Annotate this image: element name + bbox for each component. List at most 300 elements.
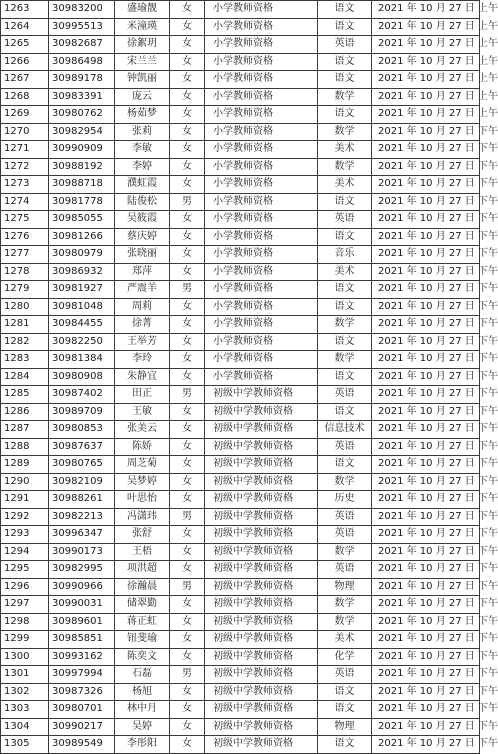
gender-cell: 女 [170, 1, 205, 19]
gender-cell: 女 [170, 701, 205, 719]
gender-cell: 女 [170, 211, 205, 229]
exam-time-cell: 2021 年 10 月 27 日 上午 [372, 106, 480, 124]
table-row [1, 578, 480, 596]
name-cell: 林中月 [115, 701, 170, 719]
qualification-cell: 小学教师资格 [205, 333, 318, 351]
gender-cell: 女 [170, 228, 205, 246]
table-row [1, 421, 480, 439]
gender-cell: 女 [170, 613, 205, 631]
name-cell: 徐瀚晨 [115, 578, 170, 596]
seq-cell: 1283 [1, 351, 49, 369]
subject-cell: 物理 [318, 718, 372, 736]
exam-time-cell: 2021 年 10 月 27 日 上午 [372, 18, 480, 36]
name-cell: 杨茹梦 [115, 106, 170, 124]
subject-cell: 数学 [318, 316, 372, 334]
gender-cell: 女 [170, 438, 205, 456]
id-cell: 30983391 [49, 88, 115, 106]
name-cell: 蔡庆婷 [115, 228, 170, 246]
subject-cell: 语文 [318, 403, 372, 421]
qualification-cell: 初级中学教师资格 [205, 561, 318, 579]
name-cell: 李彤阳 [115, 736, 170, 754]
seq-cell: 1270 [1, 123, 49, 141]
exam-time-cell: 2021 年 10 月 27 日 下午 [372, 386, 480, 404]
name-cell: 宋兰兰 [115, 53, 170, 71]
seq-cell: 1274 [1, 193, 49, 211]
table-body [1, 1, 498, 754]
qualification-cell: 小学教师资格 [205, 368, 318, 386]
seq-cell: 1264 [1, 18, 49, 36]
gender-cell: 女 [170, 596, 205, 614]
name-cell: 李敏 [115, 141, 170, 159]
id-cell: 30995513 [49, 18, 115, 36]
subject-cell: 英语 [318, 561, 372, 579]
name-cell: 冯潇玮 [115, 508, 170, 526]
qualification-cell: 初级中学教师资格 [205, 683, 318, 701]
qualification-cell: 初级中学教师资格 [205, 613, 318, 631]
exam-time-cell: 2021 年 10 月 27 日 下午 [372, 158, 480, 176]
seq-cell: 1281 [1, 316, 49, 334]
table-row [1, 701, 480, 719]
qualification-cell: 小学教师资格 [205, 298, 318, 316]
id-cell: 30980701 [49, 701, 115, 719]
exam-time-cell: 2021 年 10 月 27 日 下午 [372, 368, 480, 386]
id-cell: 30982250 [49, 333, 115, 351]
exam-time-cell: 2021 年 10 月 27 日 下午 [372, 193, 480, 211]
exam-time-cell: 2021 年 10 月 27 日 下午 [372, 176, 480, 194]
id-cell: 30980908 [49, 368, 115, 386]
id-cell: 30980853 [49, 421, 115, 439]
name-cell: 吴梦婷 [115, 473, 170, 491]
exam-time-cell: 2021 年 10 月 27 日 上午 [372, 53, 480, 71]
subject-cell: 语文 [318, 701, 372, 719]
seq-cell: 1280 [1, 298, 49, 316]
qualification-cell: 小学教师资格 [205, 211, 318, 229]
table-row [1, 368, 480, 386]
table-row [1, 88, 480, 106]
qualification-cell: 初级中学教师资格 [205, 736, 318, 754]
gender-cell: 女 [170, 246, 205, 264]
subject-cell: 英语 [318, 526, 372, 544]
exam-time-cell: 2021 年 10 月 27 日 下午 [372, 596, 480, 614]
table-row [1, 211, 480, 229]
seq-cell: 1294 [1, 543, 49, 561]
name-cell: 石磊 [115, 666, 170, 684]
table-row [1, 543, 480, 561]
qualification-cell: 小学教师资格 [205, 176, 318, 194]
seq-cell: 1269 [1, 106, 49, 124]
table-row [1, 71, 480, 89]
subject-cell: 语文 [318, 736, 372, 754]
seq-cell: 1297 [1, 596, 49, 614]
table-row [1, 386, 480, 404]
name-cell: 田正 [115, 386, 170, 404]
exam-time-cell: 2021 年 10 月 27 日 下午 [372, 701, 480, 719]
qualification-cell: 小学教师资格 [205, 71, 318, 89]
gender-cell: 女 [170, 36, 205, 54]
qualification-cell: 小学教师资格 [205, 53, 318, 71]
name-cell: 吴婷 [115, 718, 170, 736]
gender-cell: 女 [170, 421, 205, 439]
seq-cell: 1267 [1, 71, 49, 89]
seq-cell: 1301 [1, 666, 49, 684]
qualification-cell: 小学教师资格 [205, 193, 318, 211]
id-cell: 30988718 [49, 176, 115, 194]
id-cell: 30990031 [49, 596, 115, 614]
gender-cell: 男 [170, 666, 205, 684]
qualification-cell: 初级中学教师资格 [205, 631, 318, 649]
exam-time-cell: 2021 年 10 月 27 日 下午 [372, 263, 480, 281]
table-row [1, 176, 480, 194]
table-row [1, 158, 480, 176]
name-cell: 王梧 [115, 543, 170, 561]
seq-cell: 1279 [1, 281, 49, 299]
seq-cell: 1296 [1, 578, 49, 596]
subject-cell: 英语 [318, 211, 372, 229]
table-row [1, 561, 480, 579]
seq-cell: 1271 [1, 141, 49, 159]
subject-cell: 语文 [318, 1, 372, 19]
qualification-cell: 小学教师资格 [205, 228, 318, 246]
subject-cell: 语文 [318, 368, 372, 386]
id-cell: 30986498 [49, 53, 115, 71]
name-cell: 钮斐瑜 [115, 631, 170, 649]
table-row [1, 736, 480, 754]
id-cell: 30984455 [49, 316, 115, 334]
seq-cell: 1289 [1, 456, 49, 474]
name-cell: 杨旭 [115, 683, 170, 701]
gender-cell: 女 [170, 368, 205, 386]
table-row [1, 36, 480, 54]
seq-cell: 1282 [1, 333, 49, 351]
seq-cell: 1286 [1, 403, 49, 421]
id-cell: 30981384 [49, 351, 115, 369]
id-cell: 30993162 [49, 648, 115, 666]
subject-cell: 英语 [318, 508, 372, 526]
gender-cell: 女 [170, 298, 205, 316]
subject-cell: 音乐 [318, 246, 372, 264]
id-cell: 30987402 [49, 386, 115, 404]
gender-cell: 女 [170, 123, 205, 141]
name-cell: 王敏 [115, 403, 170, 421]
subject-cell: 美术 [318, 631, 372, 649]
qualification-cell: 初级中学教师资格 [205, 438, 318, 456]
exam-time-cell: 2021 年 10 月 27 日 下午 [372, 281, 480, 299]
id-cell: 30982995 [49, 561, 115, 579]
subject-cell: 美术 [318, 263, 372, 281]
subject-cell: 数学 [318, 123, 372, 141]
seq-cell: 1303 [1, 701, 49, 719]
id-cell: 30990966 [49, 578, 115, 596]
gender-cell: 男 [170, 386, 205, 404]
name-cell: 陆俊松 [115, 193, 170, 211]
table-row [1, 123, 480, 141]
gender-cell: 女 [170, 403, 205, 421]
exam-time-cell: 2021 年 10 月 27 日 下午 [372, 631, 480, 649]
gender-cell: 女 [170, 263, 205, 281]
table-row [1, 473, 480, 491]
subject-cell: 物理 [318, 578, 372, 596]
subject-cell: 历史 [318, 491, 372, 509]
gender-cell: 女 [170, 18, 205, 36]
exam-time-cell: 2021 年 10 月 27 日 下午 [372, 543, 480, 561]
subject-cell: 数学 [318, 88, 372, 106]
exam-time-cell: 2021 年 10 月 27 日 下午 [372, 141, 480, 159]
qualification-cell: 小学教师资格 [205, 88, 318, 106]
table-row [1, 631, 480, 649]
seq-cell: 1266 [1, 53, 49, 71]
exam-time-cell: 2021 年 10 月 27 日 下午 [372, 438, 480, 456]
id-cell: 30989178 [49, 71, 115, 89]
qualification-cell: 小学教师资格 [205, 106, 318, 124]
table-row [1, 491, 480, 509]
subject-cell: 数学 [318, 543, 372, 561]
qualification-cell: 初级中学教师资格 [205, 666, 318, 684]
subject-cell: 语文 [318, 281, 372, 299]
table-row [1, 298, 480, 316]
id-cell: 30981927 [49, 281, 115, 299]
id-cell: 30987326 [49, 683, 115, 701]
id-cell: 30982687 [49, 36, 115, 54]
id-cell: 30989709 [49, 403, 115, 421]
gender-cell: 女 [170, 71, 205, 89]
subject-cell: 语文 [318, 333, 372, 351]
table-row [1, 106, 480, 124]
gender-cell: 女 [170, 456, 205, 474]
id-cell: 30989601 [49, 613, 115, 631]
subject-cell: 信息技术 [318, 421, 372, 439]
gender-cell: 女 [170, 333, 205, 351]
gender-cell: 男 [170, 578, 205, 596]
id-cell: 30982109 [49, 473, 115, 491]
exam-time-cell: 2021 年 10 月 27 日 上午 [372, 71, 480, 89]
table-row [1, 596, 480, 614]
id-cell: 30985851 [49, 631, 115, 649]
exam-time-cell: 2021 年 10 月 27 日 下午 [372, 333, 480, 351]
table-row [1, 526, 480, 544]
id-cell: 30980979 [49, 246, 115, 264]
seq-cell: 1263 [1, 1, 49, 19]
subject-cell: 语文 [318, 53, 372, 71]
name-cell: 米潼瑛 [115, 18, 170, 36]
id-cell: 30982213 [49, 508, 115, 526]
qualification-cell: 初级中学教师资格 [205, 543, 318, 561]
name-cell: 徐絮玥 [115, 36, 170, 54]
qualification-cell: 初级中学教师资格 [205, 508, 318, 526]
name-cell: 徐菁 [115, 316, 170, 334]
gender-cell: 女 [170, 141, 205, 159]
exam-time-cell: 2021 年 10 月 27 日 下午 [372, 613, 480, 631]
gender-cell: 男 [170, 193, 205, 211]
name-cell: 濮虹霞 [115, 176, 170, 194]
gender-cell: 女 [170, 718, 205, 736]
subject-cell: 数学 [318, 351, 372, 369]
name-cell: 陈娇 [115, 438, 170, 456]
id-cell: 30988192 [49, 158, 115, 176]
gender-cell: 女 [170, 736, 205, 754]
id-cell: 30990217 [49, 718, 115, 736]
exam-time-cell: 2021 年 10 月 27 日 下午 [372, 491, 480, 509]
seq-cell: 1275 [1, 211, 49, 229]
name-cell: 叶思怡 [115, 491, 170, 509]
name-cell: 周莉 [115, 298, 170, 316]
table-row [1, 193, 480, 211]
gender-cell: 女 [170, 526, 205, 544]
table-row [1, 351, 480, 369]
id-cell: 30981048 [49, 298, 115, 316]
seq-cell: 1302 [1, 683, 49, 701]
seq-cell: 1278 [1, 263, 49, 281]
seq-cell: 1291 [1, 491, 49, 509]
seq-cell: 1287 [1, 421, 49, 439]
exam-time-cell: 2021 年 10 月 27 日 下午 [372, 351, 480, 369]
id-cell: 30985055 [49, 211, 115, 229]
seq-cell: 1305 [1, 736, 49, 754]
id-cell: 30996347 [49, 526, 115, 544]
qualification-cell: 初级中学教师资格 [205, 491, 318, 509]
qualification-cell: 初级中学教师资格 [205, 578, 318, 596]
subject-cell: 语文 [318, 193, 372, 211]
qualification-cell: 初级中学教师资格 [205, 526, 318, 544]
exam-time-cell: 2021 年 10 月 27 日 下午 [372, 246, 480, 264]
qualification-cell: 小学教师资格 [205, 141, 318, 159]
subject-cell: 英语 [318, 386, 372, 404]
id-cell: 30981778 [49, 193, 115, 211]
name-cell: 周芝菊 [115, 456, 170, 474]
exam-time-cell: 2021 年 10 月 27 日 下午 [372, 473, 480, 491]
qualification-cell: 初级中学教师资格 [205, 701, 318, 719]
exam-time-cell: 2021 年 10 月 27 日 下午 [372, 666, 480, 684]
subject-cell: 语文 [318, 298, 372, 316]
name-cell: 张莉 [115, 123, 170, 141]
subject-cell: 英语 [318, 36, 372, 54]
seq-cell: 1292 [1, 508, 49, 526]
seq-cell: 1299 [1, 631, 49, 649]
name-cell: 陈奕文 [115, 648, 170, 666]
gender-cell: 男 [170, 281, 205, 299]
id-cell: 30988261 [49, 491, 115, 509]
table-row [1, 333, 480, 351]
qualification-cell: 小学教师资格 [205, 123, 318, 141]
qualification-cell: 小学教师资格 [205, 281, 318, 299]
gender-cell: 女 [170, 316, 205, 334]
exam-time-cell: 2021 年 10 月 27 日 下午 [372, 228, 480, 246]
exam-time-cell: 2021 年 10 月 27 日 上午 [372, 1, 480, 19]
id-cell: 30980765 [49, 456, 115, 474]
id-cell: 30990173 [49, 543, 115, 561]
name-cell: 李婷 [115, 158, 170, 176]
gender-cell: 女 [170, 473, 205, 491]
name-cell: 庞云 [115, 88, 170, 106]
qualification-cell: 小学教师资格 [205, 1, 318, 19]
gender-cell: 女 [170, 648, 205, 666]
id-cell: 30990909 [49, 141, 115, 159]
name-cell: 朱静宜 [115, 368, 170, 386]
seq-cell: 1285 [1, 386, 49, 404]
subject-cell: 语文 [318, 683, 372, 701]
table-row [1, 1, 480, 19]
table-row [1, 403, 480, 421]
table-row [1, 718, 480, 736]
table-row [1, 18, 480, 36]
name-cell: 钟凯丽 [115, 71, 170, 89]
name-cell: 盛瑜靓 [115, 1, 170, 19]
table-row [1, 456, 480, 474]
gender-cell: 女 [170, 88, 205, 106]
subject-cell: 英语 [318, 438, 372, 456]
qualification-cell: 初级中学教师资格 [205, 648, 318, 666]
gender-cell: 女 [170, 683, 205, 701]
qualification-cell: 初级中学教师资格 [205, 718, 318, 736]
subject-cell: 语文 [318, 71, 372, 89]
table-row [1, 683, 480, 701]
id-cell: 30981266 [49, 228, 115, 246]
name-cell: 储翠勤 [115, 596, 170, 614]
exam-time-cell: 2021 年 10 月 27 日 下午 [372, 421, 480, 439]
subject-cell: 语文 [318, 456, 372, 474]
seq-cell: 1293 [1, 526, 49, 544]
table-row [1, 141, 480, 159]
subject-cell: 语文 [318, 106, 372, 124]
name-cell: 郑萍 [115, 263, 170, 281]
table-row [1, 438, 480, 456]
seq-cell: 1304 [1, 718, 49, 736]
subject-cell: 化学 [318, 648, 372, 666]
table-row [1, 281, 480, 299]
exam-time-cell: 2021 年 10 月 27 日 下午 [372, 298, 480, 316]
gender-cell: 女 [170, 491, 205, 509]
id-cell: 30983200 [49, 1, 115, 19]
table-row [1, 648, 480, 666]
table-row [1, 53, 480, 71]
seq-cell: 1295 [1, 561, 49, 579]
qualification-cell: 小学教师资格 [205, 36, 318, 54]
name-cell: 李玲 [115, 351, 170, 369]
exam-time-cell: 2021 年 10 月 27 日 下午 [372, 718, 480, 736]
seq-cell: 1298 [1, 613, 49, 631]
gender-cell: 女 [170, 543, 205, 561]
gender-cell: 女 [170, 176, 205, 194]
qualification-cell: 初级中学教师资格 [205, 596, 318, 614]
qualification-cell: 小学教师资格 [205, 351, 318, 369]
exam-time-cell: 2021 年 10 月 27 日 下午 [372, 526, 480, 544]
name-cell: 王举芳 [115, 333, 170, 351]
name-cell: 吴筱霞 [115, 211, 170, 229]
seq-cell: 1276 [1, 228, 49, 246]
id-cell: 30997994 [49, 666, 115, 684]
subject-cell: 数学 [318, 158, 372, 176]
exam-time-cell: 2021 年 10 月 27 日 下午 [372, 211, 480, 229]
seq-cell: 1265 [1, 36, 49, 54]
qualification-cell: 初级中学教师资格 [205, 473, 318, 491]
subject-cell: 美术 [318, 176, 372, 194]
seq-cell: 1290 [1, 473, 49, 491]
seq-cell: 1284 [1, 368, 49, 386]
name-cell: 张美云 [115, 421, 170, 439]
exam-time-cell: 2021 年 10 月 27 日 下午 [372, 456, 480, 474]
exam-time-cell: 2021 年 10 月 27 日 下午 [372, 683, 480, 701]
exam-time-cell: 2021 年 10 月 27 日 下午 [372, 316, 480, 334]
seq-cell: 1277 [1, 246, 49, 264]
exam-time-cell: 2021 年 10 月 27 日 下午 [372, 123, 480, 141]
table-row [1, 508, 480, 526]
gender-cell: 女 [170, 561, 205, 579]
seq-cell: 1268 [1, 88, 49, 106]
subject-cell: 数学 [318, 613, 372, 631]
exam-time-cell: 2021 年 10 月 27 日 下午 [372, 578, 480, 596]
qualification-cell: 初级中学教师资格 [205, 403, 318, 421]
name-cell: 项洪超 [115, 561, 170, 579]
name-cell: 严震羊 [115, 281, 170, 299]
